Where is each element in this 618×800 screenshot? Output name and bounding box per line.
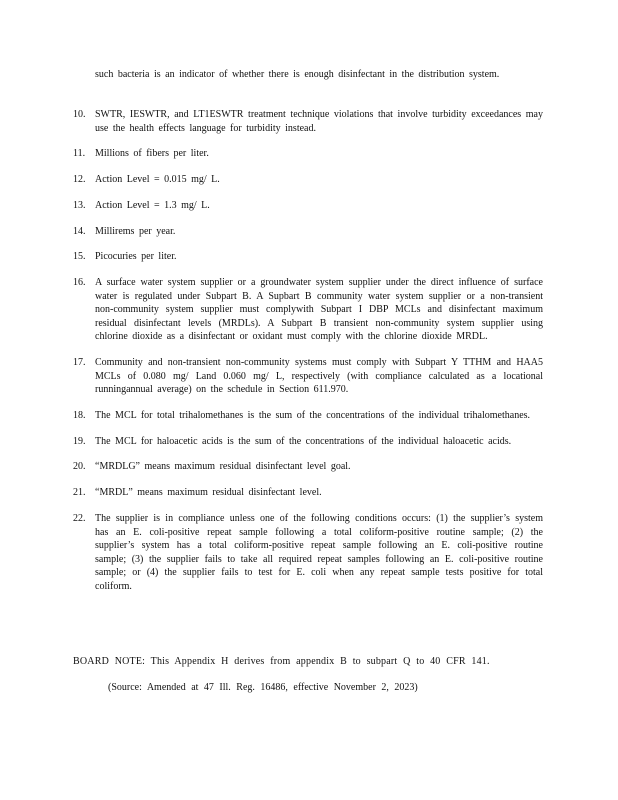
footnote-text: The MCL for total trihalomethanes is the sum of the concentrations of the individual trihalomethanes.	[95, 409, 531, 421]
continued-note-text: such bacteria is an indicator of whether there is enough disinfectant in the distribution system.	[95, 69, 500, 80]
footnote-17	[73, 356, 543, 397]
footnote-number: 13.	[73, 199, 86, 211]
footnote-20	[73, 460, 543, 474]
footnote-text: Picocuries per liter.	[95, 251, 177, 263]
footnote-14	[73, 225, 543, 239]
footnote-number: 12.	[73, 174, 86, 186]
board-note: BOARD NOTE: This Appendix H derives from appendix B to subpart Q to 40 CFR 141.	[73, 656, 490, 667]
footnote-10	[73, 108, 543, 135]
footnote-text: A surface water system supplier or a groundwater system supplier under the direct influence of surface water is regulated under Subpart B. A Supbart B community water system supplier or a non-transient non-community system supplier must complywith Subpart I DBP MCLs and disinfectant maximum residual disinfectant levels (MRDLs). A Subpart B transient non-community system supplier using chlorine dioxide as a disinfectant or oxidant must comply with the chlorine dioxide MRDL.	[95, 277, 543, 343]
footnote-text: The supplier is in compliance unless one of the following conditions occurs: (1) the supplier’s system has an E. coli-positive repeat sample following a total coliform-positive routine sample; (2) the supplier’s system has a total coliform-positive repeat sample following an E. coli-positive routine sample; (3) the supplier fails to take all required repeat samples following an E. coli-positive routine sample; or (4) the supplier fails to test for E. coli when any repeat sample tests positive for total coliform.	[95, 513, 543, 592]
footnote-number: 17.	[73, 357, 86, 369]
footnote-13	[73, 199, 543, 213]
footnote-text: Millirems per year.	[95, 225, 176, 237]
footnote-22	[73, 512, 543, 593]
footnote-text: Community and non-transient non-community systems must comply with Subpart Y TTHM and HAA5 MCLs of 0.080 mg/ Land 0.060 mg/ L, respectively (with compliance calculated as a locational runningannual average) on the schedule in Section 611.970.	[95, 357, 543, 396]
footnote-number: 16.	[73, 277, 86, 289]
footnote-text: Action Level = 0.015 mg/ L.	[95, 174, 220, 186]
footnote-text: Action Level = 1.3 mg/ L.	[95, 199, 210, 211]
footnote-text: The MCL for haloacetic acids is the sum of the concentrations of the individual haloacetic acids.	[95, 435, 512, 447]
footnote-number: 22.	[73, 513, 86, 525]
footnote-number: 19.	[73, 435, 86, 447]
footnote-number: 18.	[73, 409, 86, 421]
footnote-number: 11.	[73, 148, 86, 160]
footnote-number: 10.	[73, 109, 86, 120]
footnote-16	[73, 276, 543, 344]
footnotes-list	[73, 108, 543, 605]
footnote-number: 14.	[73, 225, 86, 237]
footnote-number: 15.	[73, 251, 86, 263]
footnote-18	[73, 409, 543, 423]
footnote-text: SWTR, IESWTR, and LT1ESWTR treatment technique violations that involve turbidity exceedances may use the health effects language for turbidity instead.	[95, 109, 543, 134]
footnote-12	[73, 173, 543, 187]
footnote-text: “MRDLG” means maximum residual disinfectant level goal.	[95, 461, 351, 473]
footnote-15	[73, 250, 543, 264]
footnote-text: “MRDL” means maximum residual disinfectant level.	[95, 487, 322, 499]
footnote-text: Millions of fibers per liter.	[95, 148, 209, 160]
footnote-19	[73, 435, 543, 449]
footnote-number: 20.	[73, 461, 86, 473]
footnote-21	[73, 486, 543, 500]
footnote-number: 21.	[73, 487, 86, 499]
footnote-11	[73, 147, 543, 161]
source-note: (Source: Amended at 47 Ill. Reg. 16486, effective November 2, 2023)	[108, 682, 418, 693]
